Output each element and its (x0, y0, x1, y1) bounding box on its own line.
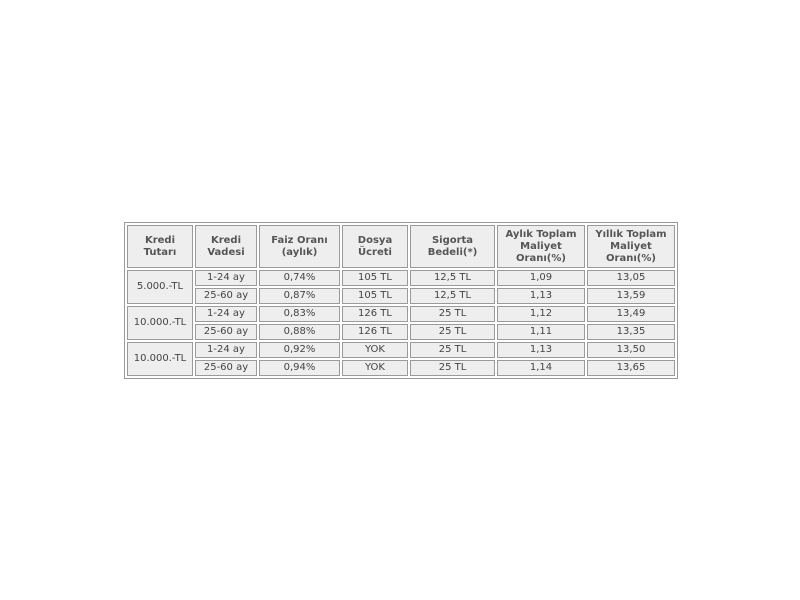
insurance-cell: 25 TL (410, 324, 495, 340)
table-row (127, 324, 675, 340)
term-cell: 25-60 ay (195, 324, 257, 340)
header-line: Ücreti (358, 246, 392, 258)
file-fee-cell: 105 TL (342, 270, 408, 286)
loan-rates-table (124, 222, 678, 379)
file-fee-cell: 126 TL (342, 324, 408, 340)
insurance-cell: 12,5 TL (410, 288, 495, 304)
header-file-fee (342, 225, 408, 268)
header-line: Sigorta (431, 234, 474, 246)
rate-cell: 0,94% (259, 360, 340, 376)
annual-cost-cell: 13,05 (587, 270, 675, 286)
rate-cell: 0,83% (259, 306, 340, 322)
monthly-cost-cell: 1,09 (497, 270, 585, 286)
rate-cell: 0,87% (259, 288, 340, 304)
insurance-cell: 12,5 TL (410, 270, 495, 286)
header-loan-amount (127, 225, 193, 268)
header-line: Bedeli(*) (427, 246, 478, 258)
insurance-cell: 25 TL (410, 342, 495, 358)
header-loan-term (195, 225, 257, 268)
header-line: Oranı(%) (516, 252, 566, 264)
monthly-cost-cell: 1,13 (497, 288, 585, 304)
term-cell: 1-24 ay (195, 342, 257, 358)
table-row (127, 288, 675, 304)
file-fee-cell: 126 TL (342, 306, 408, 322)
monthly-cost-cell: 1,13 (497, 342, 585, 358)
loan-amount-cell: 10.000.-TL (127, 342, 193, 376)
header-annual-total-cost (587, 225, 675, 268)
header-row (127, 225, 675, 268)
loan-rates-table-container (124, 222, 678, 379)
insurance-cell: 25 TL (410, 306, 495, 322)
table-row (127, 342, 675, 358)
annual-cost-cell: 13,59 (587, 288, 675, 304)
insurance-cell: 25 TL (410, 360, 495, 376)
header-line: Kredi (210, 234, 242, 246)
header-line: (aylık) (281, 246, 318, 258)
annual-cost-cell: 13,35 (587, 324, 675, 340)
table-header (127, 225, 675, 268)
header-line: Maliyet (610, 240, 652, 252)
header-line: Kredi (144, 234, 176, 246)
annual-cost-cell: 13,50 (587, 342, 675, 358)
rate-cell: 0,88% (259, 324, 340, 340)
loan-amount-cell: 5.000.-TL (127, 270, 193, 304)
header-line: Tutarı (143, 246, 177, 258)
monthly-cost-cell: 1,11 (497, 324, 585, 340)
header-line: Aylık Toplam (505, 228, 577, 240)
header-line: Oranı(%) (606, 252, 656, 264)
table-row (127, 360, 675, 376)
monthly-cost-cell: 1,12 (497, 306, 585, 322)
table-row (127, 306, 675, 322)
header-line: Yıllık Toplam (595, 228, 667, 240)
table-row (127, 270, 675, 286)
term-cell: 25-60 ay (195, 360, 257, 376)
annual-cost-cell: 13,49 (587, 306, 675, 322)
rate-cell: 0,74% (259, 270, 340, 286)
table-body (127, 270, 675, 376)
header-monthly-total-cost (497, 225, 585, 268)
rate-cell: 0,92% (259, 342, 340, 358)
term-cell: 1-24 ay (195, 306, 257, 322)
file-fee-cell: 105 TL (342, 288, 408, 304)
header-insurance-fee (410, 225, 495, 268)
header-line: Faiz Oranı (271, 234, 328, 246)
file-fee-cell: YOK (342, 360, 408, 376)
loan-amount-cell: 10.000.-TL (127, 306, 193, 340)
header-interest-rate (259, 225, 340, 268)
term-cell: 25-60 ay (195, 288, 257, 304)
term-cell: 1-24 ay (195, 270, 257, 286)
header-line: Vadesi (207, 246, 245, 258)
header-line: Maliyet (520, 240, 562, 252)
monthly-cost-cell: 1,14 (497, 360, 585, 376)
header-line: Dosya (357, 234, 393, 246)
annual-cost-cell: 13,65 (587, 360, 675, 376)
file-fee-cell: YOK (342, 342, 408, 358)
